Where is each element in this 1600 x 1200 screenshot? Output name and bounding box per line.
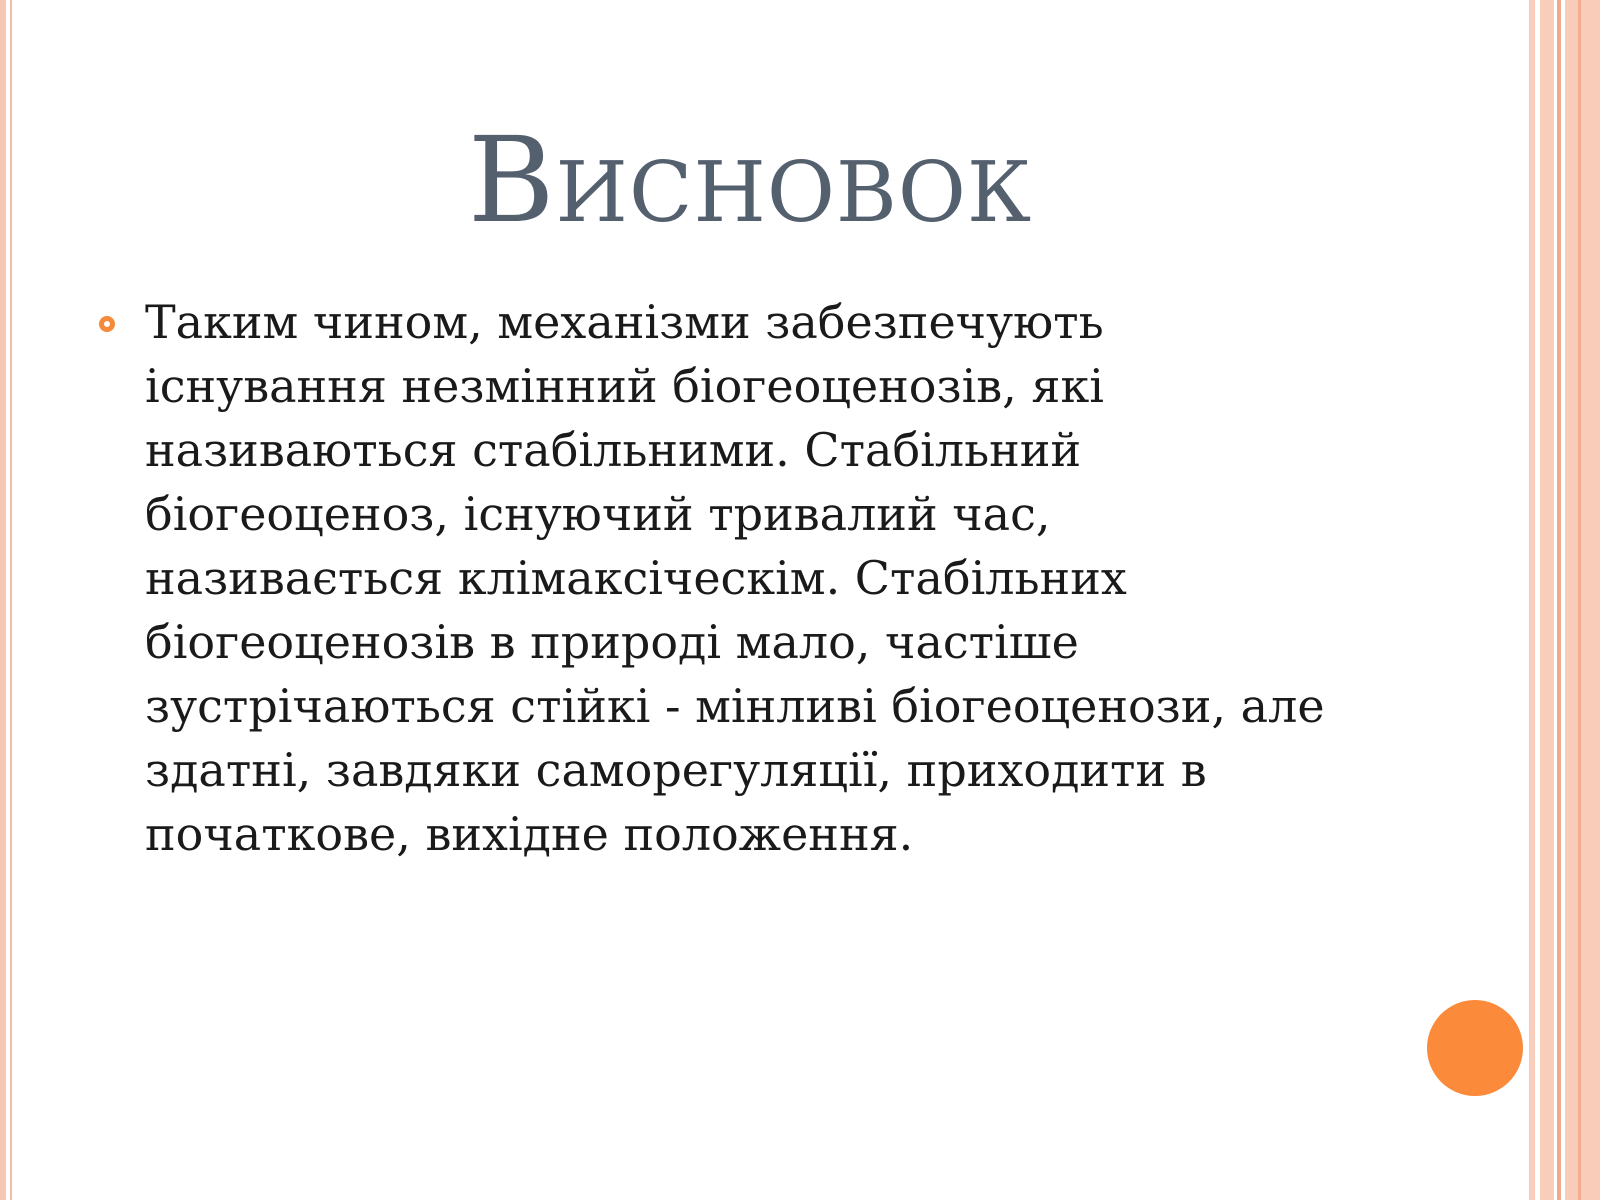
- circle-button-icon[interactable]: [1427, 1000, 1523, 1096]
- bullet-icon: [99, 316, 115, 332]
- slide-title: Висновок: [467, 111, 1033, 249]
- right-border-stripe: [1529, 0, 1535, 1200]
- right-border-line: [1578, 0, 1581, 1200]
- right-border-stripe: [1565, 0, 1600, 1200]
- bullet-text: Таким чином, механізми забезпечують існування незмінний біогеоценозів, які називаються стабільними. Стабільний біогеоценоз, існуючий тривалий час, називається клімаксіческім. Стабільних біогеоценозів в природі мало, частіше зустрічаються стійкі - мінливі біогеоценози, але здатні, завдяки саморегуляції, приходити в початкове, вихідне положення.: [145, 295, 1325, 861]
- right-border-line: [1557, 0, 1561, 1200]
- right-border-stripe: [1540, 0, 1554, 1200]
